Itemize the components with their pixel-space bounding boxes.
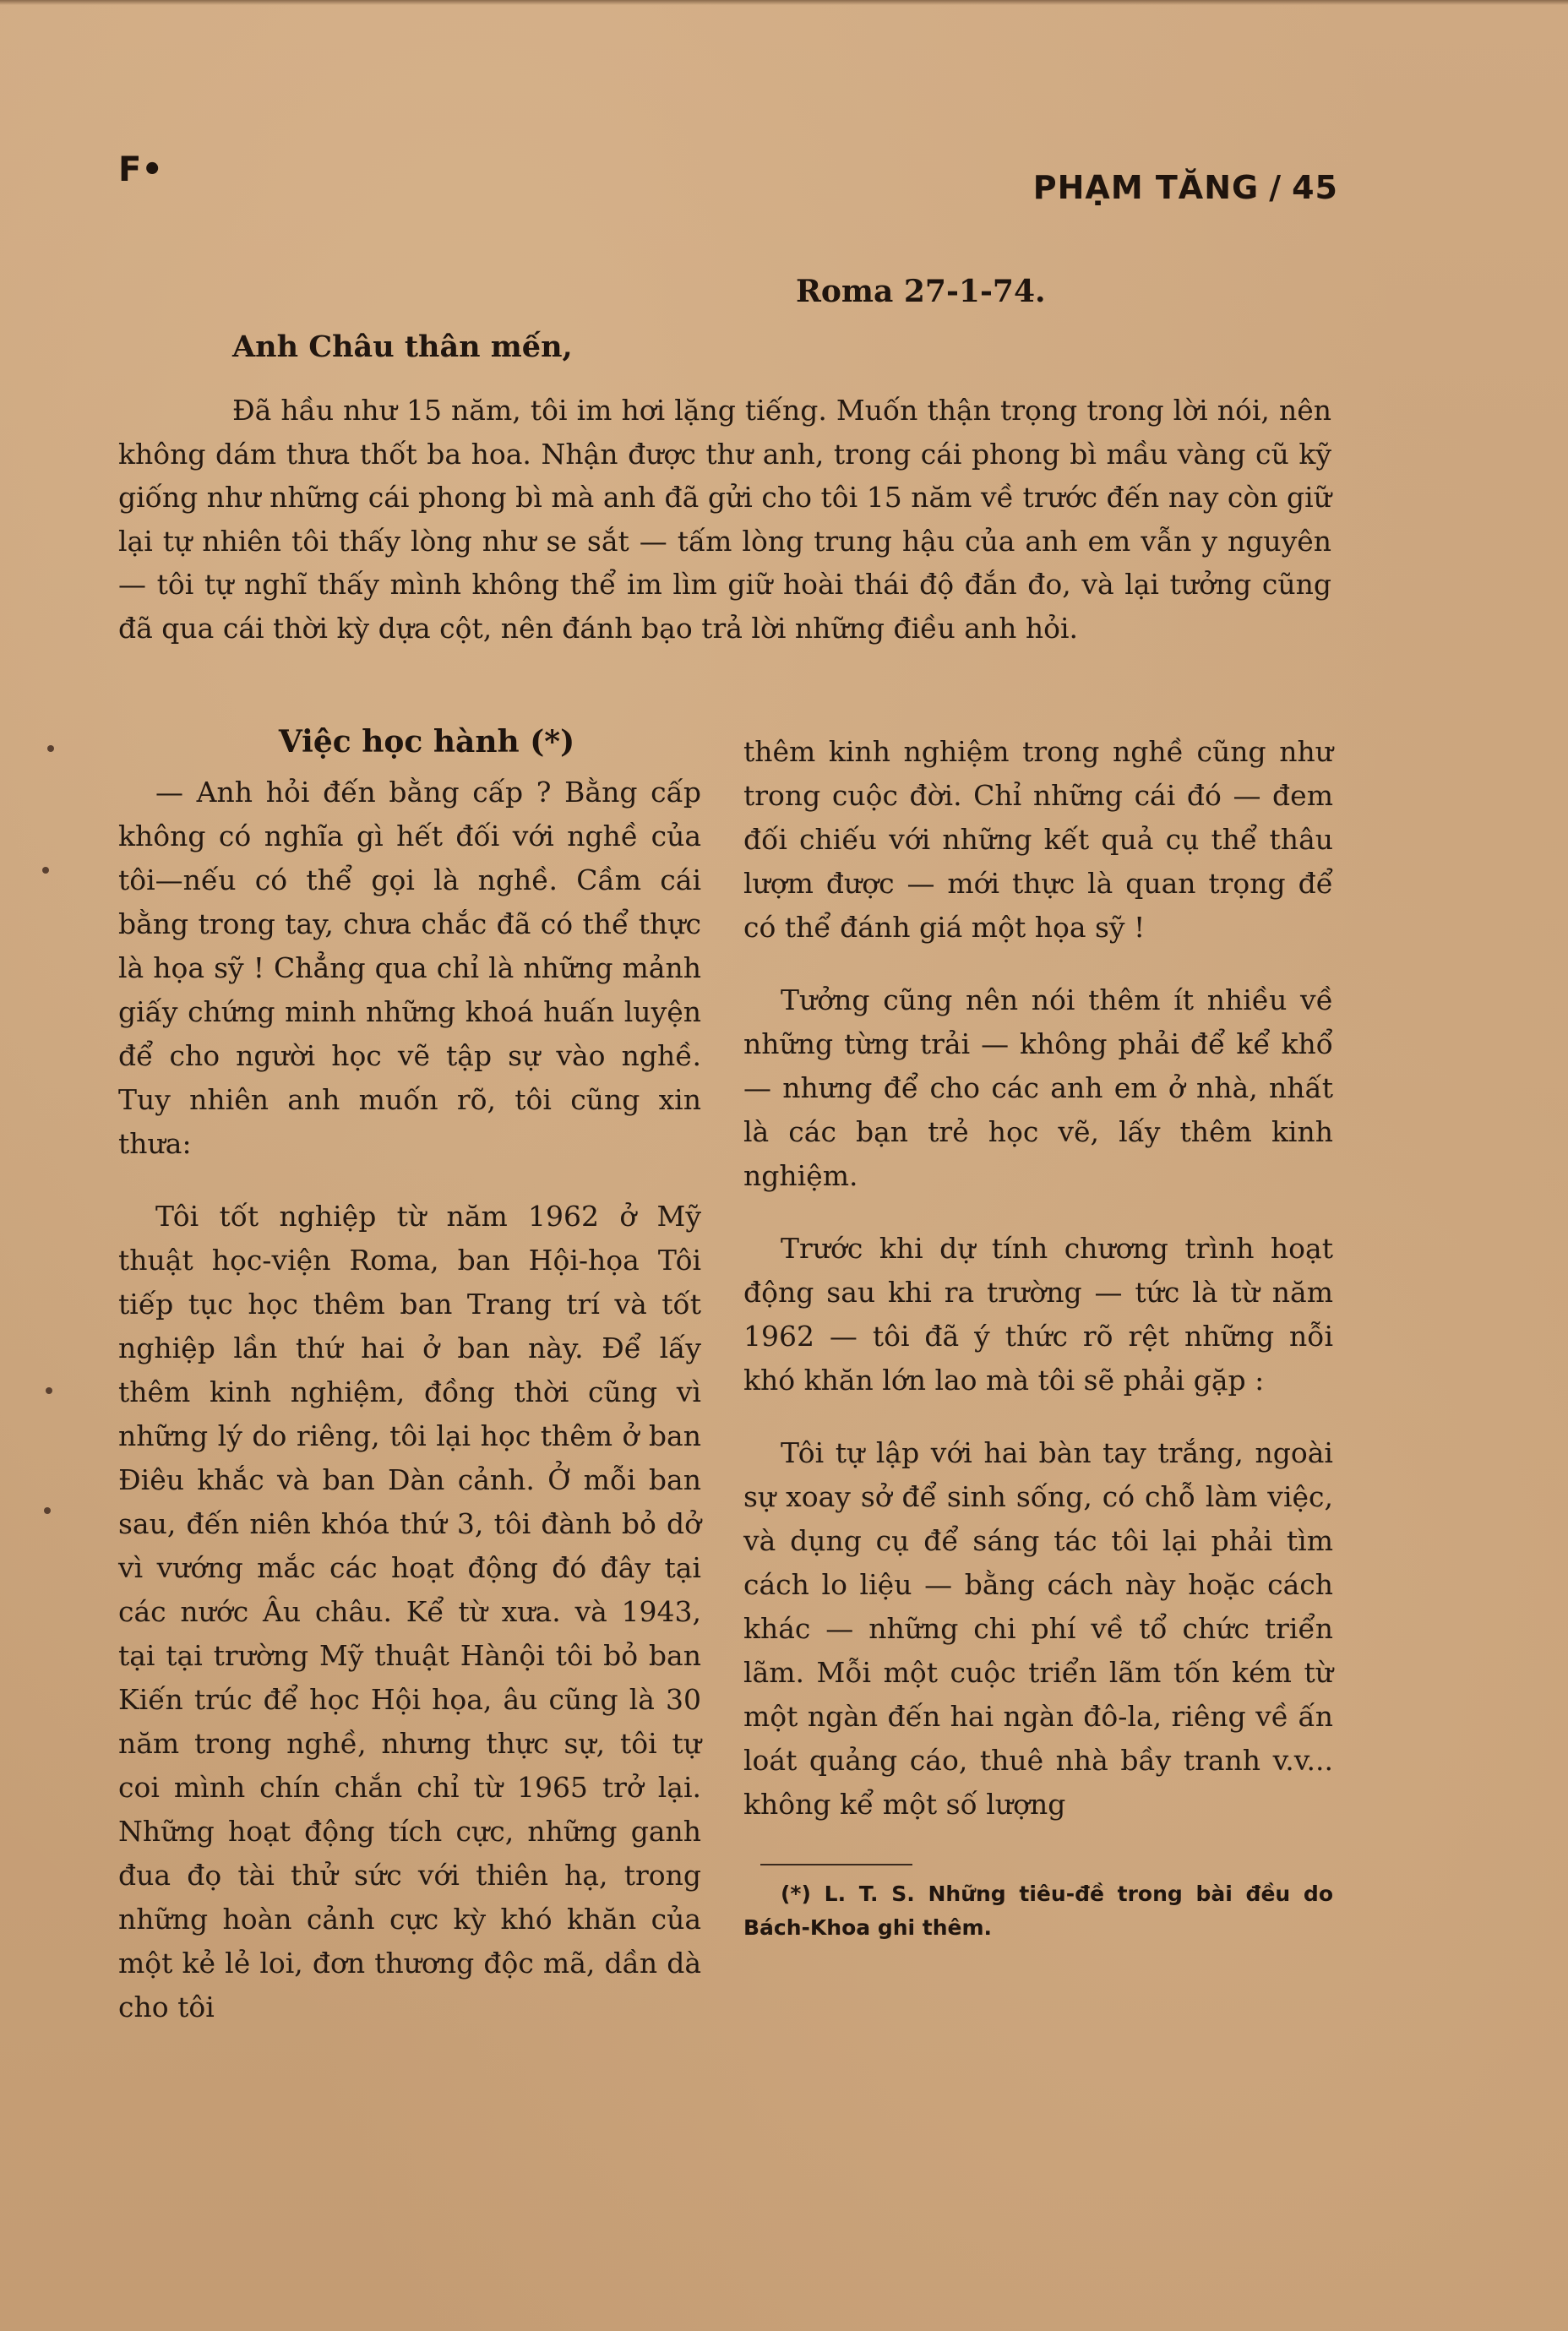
right-paragraph-2: Tưởng cũng nên nói thêm ít nhiều về những từng trải — không phải để kể khổ — nhưng để cho các anh em ở nhà, nhất là các bạn trẻ học vẽ, lấy thêm kinh nghiệm. [743, 983, 1333, 1192]
letter-dateline: Roma 27-1-74. [796, 274, 1046, 309]
letter-salutation: Anh Châu thân mến, [232, 329, 573, 364]
left-column [118, 720, 701, 2029]
left-paragraph-1: — Anh hỏi đến bằng cấp ? Bằng cấp không có nghĩa gì hết đối với nghề của tôi—nếu có thể gọi là nghề. Cầm cái bằng trong tay, chưa chắc đã có thể thực là họa sỹ ! Chẳng qua chỉ là những mảnh giấy chứng minh những khoá huấn luyện để cho người học vẽ tập sự vào nghề. Tuy nhiên anh muốn rõ, tôi cũng xin thưa: [118, 776, 701, 1160]
right-paragraph-4: Tôi tự lập với hai bàn tay trắng, ngoài sự xoay sở để sinh sống, có chỗ làm việc, và dụng cụ để sáng tác tôi lại phải tìm cách lo liệu — bằng cách này hoặc cách khác — những chi phí về tổ chức triển lãm. Mỗi một cuộc triển lãm tốn kém từ một ngàn đến hai ngàn đô-la, riêng về ấn loát quảng cáo, thuê nhà bầy tranh v.v... không kể một số lượng [743, 1436, 1333, 1821]
binding-hole [42, 867, 49, 874]
section-heading: Việc học hành (*) [278, 724, 575, 760]
header-author: PHẠM TĂNG [1032, 169, 1260, 206]
signature-mark: F• [118, 150, 163, 189]
binding-hole [46, 1387, 52, 1394]
letter-opening-paragraph: Đã hầu như 15 năm, tôi im hơi lặng tiếng. Muốn thận trọng trong lời nói, nên không dám thưa thốt ba hoa. Nhận được thư anh, trong cái phong bì mầu vàng cũ kỹ giống như những cái phong bì mà anh đã gửi cho tôi 15 năm về trước đến nay còn giữ lại tự nhiên tôi thấy lòng như se sắt — tấm lòng trung hậu của anh em vẫn y nguyên — tôi tự nghĩ thấy mình không thể im lìm giữ hoài thái độ đắn đo, và lại tưởng cũng đã qua cái thời kỳ dựa cột, nên đánh bạo trả lời những điều anh hỏi. [118, 394, 1331, 645]
footnote: (*) L. T. S. Những tiêu-đề trong bài đều do Bách-Khoa ghi thêm. [743, 1882, 1333, 1940]
header-separator: / [1269, 169, 1282, 206]
page-number: 45 [1292, 169, 1338, 206]
right-paragraph-1: thêm kinh nghiệm trong nghề cũng như trong cuộc đời. Chỉ những cái đó — đem đối chiếu với những kết quả cụ thể thâu lượm được — mới thực là quan trọng để có thể đánh giá một họa sỹ ! [743, 735, 1333, 944]
running-header [1033, 169, 1338, 206]
right-column [743, 730, 1333, 1945]
binding-hole [47, 745, 54, 752]
binding-hole [44, 1507, 51, 1514]
page-top-edge [0, 0, 1568, 5]
right-paragraph-3: Trước khi dự tính chương trình hoạt động sau khi ra trường — tức là từ năm 1962 — tôi đã ý thức rõ rệt những nỗi khó khăn lớn lao mà tôi sẽ phải gặp : [743, 1232, 1333, 1397]
left-paragraph-2: Tôi tốt nghiệp từ năm 1962 ở Mỹ thuật học-viện Roma, ban Hội-họa Tôi tiếp tục học thêm ban Trang trí và tốt nghiệp lần thứ hai ở ban này. Để lấy thêm kinh nghiệm, đồng thời cũng vì những lý do riêng, tôi lại học thêm ở ban Điêu khắc và ban Dàn cảnh. Ở mỗi ban sau, đến niên khóa thứ 3, tôi đành bỏ dở vì vướng mắc các hoạt động đó đây tại các nước Âu châu. Kể từ xưa. và 1943, tại tại trường Mỹ thuật Hànội tôi bỏ ban Kiến trúc để học Hội họa, âu cũng là 30 năm trong nghề, nhưng thực sự, tôi tự coi mình chín chắn chỉ từ 1965 trở lại. Những hoạt động tích cực, những ganh đua đọ tài thử sức với thiên hạ, trong những hoàn cảnh cực kỳ khó khăn của một kẻ lẻ loi, đơn thương độc mã, dần dà cho tôi [118, 1200, 701, 2023]
footnote-rule [760, 1864, 912, 1865]
